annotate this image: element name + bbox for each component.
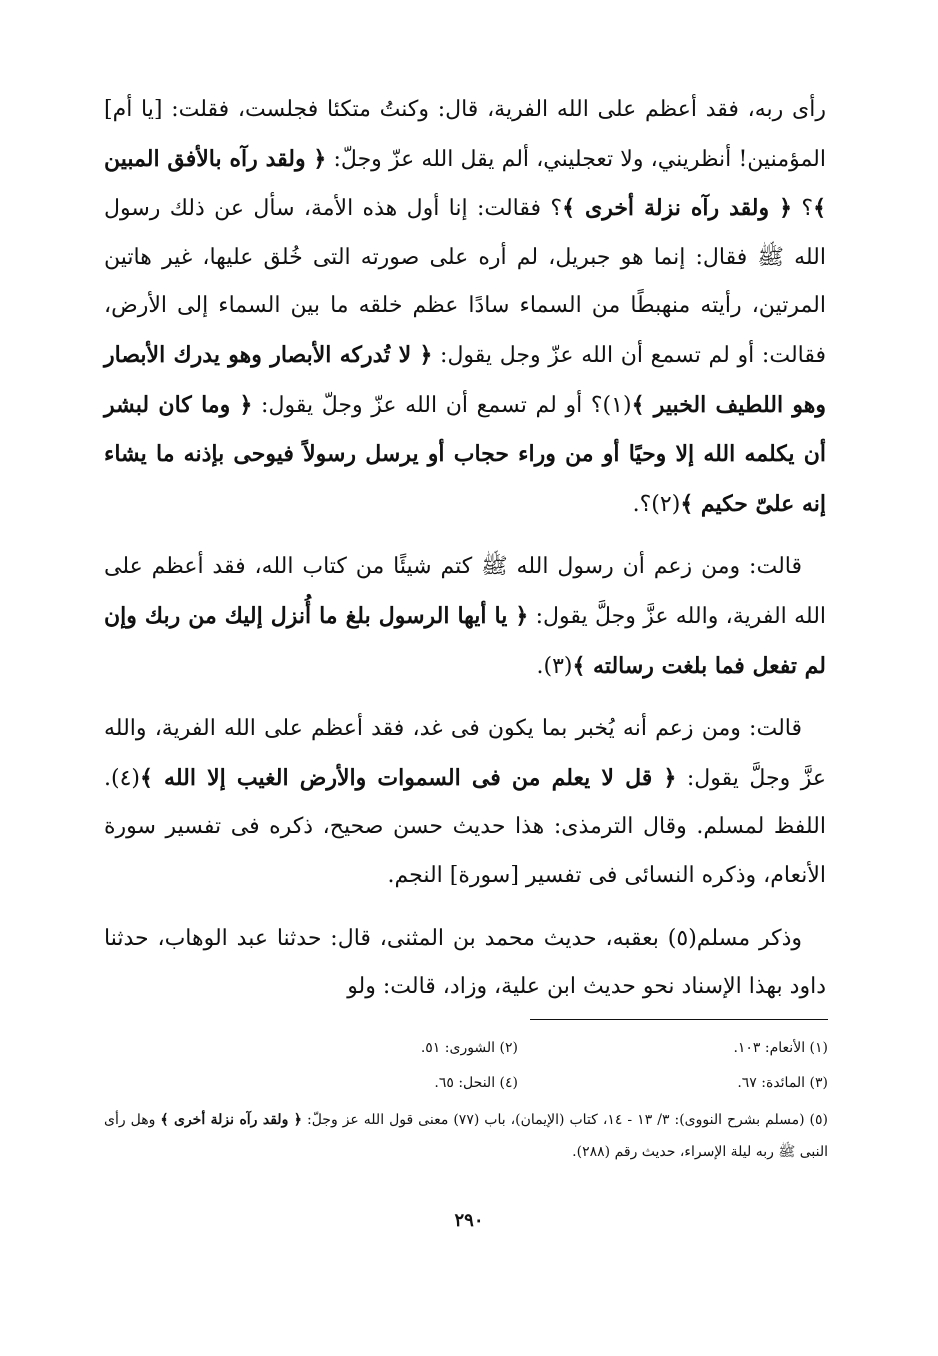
footnote-3: (٣) المائدة: ٦٧. bbox=[737, 1075, 828, 1091]
text-run: قالت: ومن زعم أن رسول الله ﷺ كتم شيئًا من كتاب الله، فقد أعظم على الله الفرية، والله عزَّ وجلَّ يقول: bbox=[104, 554, 827, 629]
footnote-text: (٥) (مسلم بشرح النووى): ٣/ ١٣ - ١٤، كتاب (الإيمان)، باب (٧٧) معنى قول الله عز وجلّ: bbox=[301, 1112, 829, 1128]
footnote-row bbox=[104, 1031, 828, 1066]
quran-verse: ﴿ ولقد رآه بالأفق المبين ﴾ bbox=[104, 145, 826, 222]
text-run: (٢)؟. bbox=[632, 491, 681, 517]
paragraph-4 bbox=[104, 915, 826, 1012]
quran-verse: ﴿ ولقد رآه نزلة أخرى ﴾ bbox=[160, 1112, 302, 1128]
paragraph-3 bbox=[104, 705, 826, 900]
paragraph-1 bbox=[104, 86, 826, 529]
footnote-2: (٢) الشورى: ٥١. bbox=[420, 1040, 518, 1056]
quran-verse: ﴿ يا أيها الرسول بلغ ما أُنزل إليك من ربك وإن لم تفعل فما بلغت رسالته ﴾ bbox=[104, 602, 826, 679]
text-run: ؟ bbox=[792, 196, 814, 222]
footnote-5 bbox=[104, 1104, 828, 1168]
footnote-4: (٤) النحل: ٦٥. bbox=[434, 1075, 518, 1091]
main-text bbox=[104, 86, 826, 1012]
quran-verse: ﴿ قل لا يعلم من فى السموات والأرض الغيب إلا الله ﴾ bbox=[140, 764, 677, 791]
text-run: (٣). bbox=[536, 653, 573, 679]
footnote-1: (١) الأنعام: ١٠٣. bbox=[733, 1040, 828, 1056]
quran-verse: ﴿ لا تُدركه الأبصار وهو يدرك الأبصار وهو اللطيف الخبير ﴾ bbox=[104, 341, 826, 418]
text-run: (٤). اللفظ لمسلم. وقال الترمذى: هذا حديث حسن صحيح، ذكره فى تفسير سورة الأنعام، وذكره النسائى فى تفسير [سورة] النجم. bbox=[104, 765, 826, 888]
quran-verse: ﴿ وما كان لبشر أن يكلمه الله إلا وحيًا أو من وراء حجاب أو يرسل رسولاً فيوحى بإذنه ما يشاء إنه علىّ حكيم ﴾ bbox=[104, 391, 826, 517]
page-number: ٢٩٠ bbox=[454, 1210, 484, 1231]
quran-verse: ﴿ ولقد رآه نزلة أخرى ﴾ bbox=[562, 195, 793, 222]
footnote-row bbox=[104, 1066, 828, 1101]
text-run: ؟ فقالت: إنا أول هذه الأمة، سأل عن ذلك رسول الله ﷺ فقال: إنما هو جبريل، لم أره على صورته التى خُلق عليها، غير هاتين المرتين، رأيته منهبطًا من السماء سادًا عظم خلقه ما بين السماء إلى الأرض، فقالت: أو لم تسمع أن الله عزّ وجل يقول: bbox=[104, 196, 826, 368]
footnotes bbox=[104, 1031, 828, 1168]
text-run: وذكر مسلم(٥) بعقبه، حديث محمد بن المثنى، قال: حدثنا عبد الوهاب، حدثنا داود بهذا الإسناد نحو حديث ابن علية، وزاد، قالت: ولو bbox=[104, 925, 826, 1000]
footnote-text: وهل رأى النبى ﷺ ربه ليلة الإسراء، حديث رقم (٢٨٨). bbox=[104, 1112, 828, 1160]
text-run: رأى ربه، فقد أعظم على الله الفرية، قال: وكنتُ متكئا فجلست، فقلت: [يا أم] المؤمنين! أنظريني، ولا تعجليني، ألم يقل الله عزّ وجلّ: bbox=[104, 97, 827, 172]
paragraph-2 bbox=[104, 543, 826, 691]
text-run: (١)؟ أو لم تسمع أن الله عزّ وجلّ يقول: bbox=[252, 392, 632, 418]
text-run: قالت: ومن زعم أنه يُخبر بما يكون فى غد، فقد أعظم على الله الفرية، والله عزَّ وجلَّ يقول: bbox=[104, 716, 826, 791]
footnote-separator bbox=[530, 1019, 828, 1020]
